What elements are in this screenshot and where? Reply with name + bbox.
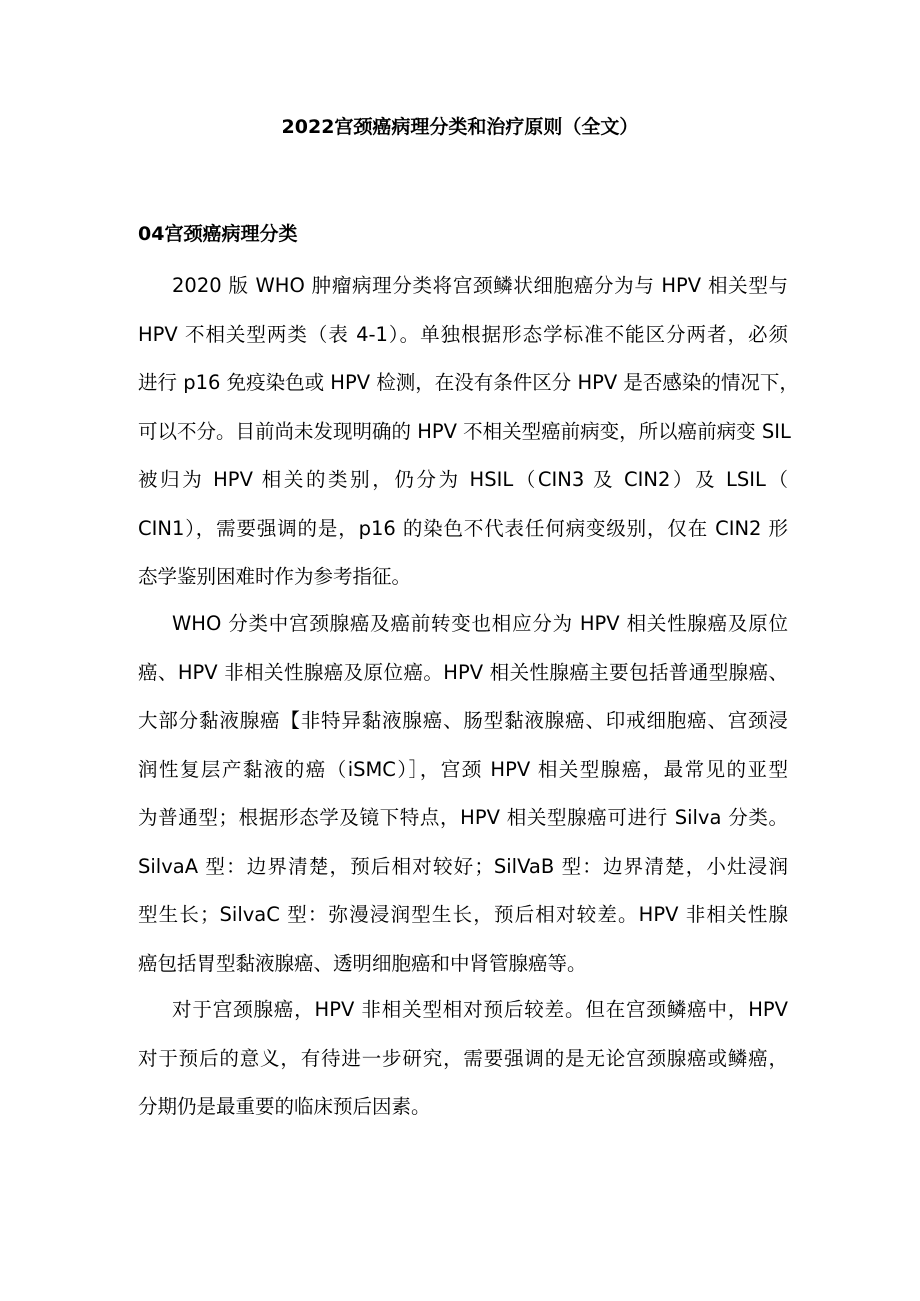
paragraph-line: 分期仍是最重要的临床预后因素。	[138, 1095, 431, 1118]
document-title: 2022宫颈癌病理分类和治疗原则（全文）	[281, 116, 639, 138]
paragraph-line: 被归为 HPV 相关的类别，仍分为 HSIL（CIN3 及 CIN2）及 LSIL（	[138, 468, 788, 491]
paragraph-line: SilvaA 型：边界清楚，预后相对较好；SilVaB 型：边界清楚，小灶浸润	[138, 854, 788, 878]
paragraph-line: 对于宫颈腺癌，HPV 非相关型相对预后较差。但在宫颈鳞癌中，HPV	[172, 998, 788, 1021]
paragraph-adenocarcinoma-classification	[138, 600, 788, 988]
paragraph-line: 型生长；SilvaC 型：弥漫浸润型生长，预后相对较差。HPV 非相关性腺	[138, 903, 788, 926]
paragraph-line: 癌、HPV 非相关性腺癌及原位癌。HPV 相关性腺癌主要包括普通型腺癌、	[138, 660, 788, 684]
paragraph-line: 态学鉴别困难时作为参考指征。	[138, 565, 412, 588]
paragraph-line: 可以不分。目前尚未发现明确的 HPV 不相关型癌前病变，所以癌前病变 SIL	[138, 419, 791, 443]
paragraph-line: HPV 不相关型两类（表 4-1）。单独根据形态学标准不能区分两者，必须	[138, 322, 788, 346]
paragraph-prognosis	[138, 986, 788, 1132]
section-heading: 04宫颈癌病理分类	[138, 223, 298, 245]
paragraph-line: 润性复层产黏液的癌（iSMC）］，宫颈 HPV 相关型腺癌，最常见的亚型	[138, 757, 788, 781]
paragraph-line: 癌包括胃型黏液腺癌、透明细胞癌和中肾管腺癌等。	[138, 951, 587, 975]
paragraph-line: 进行 p16 免疫染色或 HPV 检测，在没有条件区分 HPV 是否感染的情况下，	[138, 371, 799, 394]
paragraph-line: WHO 分类中宫颈腺癌及癌前转变也相应分为 HPV 相关性腺癌及原位	[172, 612, 788, 635]
paragraph-line: 2020 版 WHO 肿瘤病理分类将宫颈鳞状细胞癌分为与 HPV 相关型与	[172, 274, 788, 297]
paragraph-squamous-classification	[138, 262, 799, 602]
paragraph-line: 大部分黏液腺癌【非特异黏液腺癌、肠型黏液腺癌、印戒细胞癌、宫颈浸	[138, 709, 788, 732]
paragraph-line: CIN1），需要强调的是，p16 的染色不代表任何病变级别，仅在 CIN2 形	[138, 516, 788, 540]
paragraph-line: 对于预后的意义，有待进一步研究，需要强调的是无论宫颈腺癌或鳞癌，	[138, 1046, 788, 1070]
paragraph-line: 为普通型；根据形态学及镜下特点，HPV 相关型腺癌可进行 Silva 分类。	[138, 806, 788, 829]
